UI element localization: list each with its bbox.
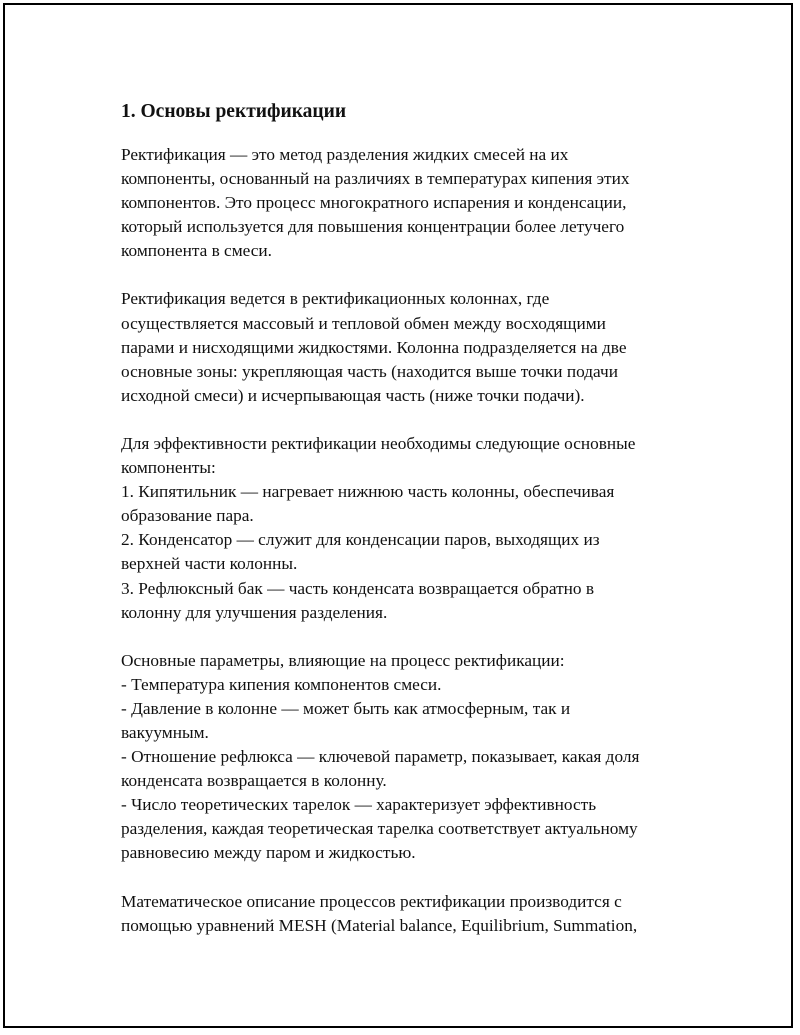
document-page	[3, 3, 793, 1028]
list-item: 1. Кипятильник — нагревает нижнюю часть колонны, обеспечивая	[121, 482, 615, 502]
text-line: помощью уравнений MESH (Material balance, Equilibrium, Summation,	[121, 915, 638, 935]
list-item: 2. Конденсатор — служит для конденсации паров, выходящих из	[121, 530, 600, 550]
text-line: компоненты:	[121, 458, 216, 478]
text-line: компонентов. Это процесс многократного испарения и конденсации,	[121, 193, 627, 213]
list-item: - Число теоретических тарелок — характеризует эффективность	[121, 795, 597, 815]
section-heading: 1. Основы ректификации	[121, 101, 347, 122]
text-line: разделения, каждая теоретическая тарелка соответствует актуальному	[121, 819, 638, 839]
text-line: компоненты, основанный на различиях в температурах кипения этих	[121, 169, 630, 189]
text-line: конденсата возвращается в колонну.	[121, 771, 387, 791]
list-item: - Отношение рефлюкса — ключевой параметр, показывает, какая доля	[121, 747, 640, 767]
text-line: основные зоны: укрепляющая часть (находится выше точки подачи	[121, 361, 618, 381]
text-line: компонента в смеси.	[121, 241, 272, 261]
text-line: исходной смеси) и исчерпывающая часть (ниже точки подачи).	[121, 385, 585, 405]
text-line: Для эффективности ректификации необходимы следующие основные	[121, 433, 636, 453]
text-line: парами и нисходящими жидкостями. Колонна подразделяется на две	[121, 337, 627, 357]
text-line: равновесию между паром и жидкостью.	[121, 843, 416, 863]
text-line: Основные параметры, влияющие на процесс ректификации:	[121, 650, 565, 670]
text-line: образование пара.	[121, 506, 254, 526]
text-line: колонну для улучшения разделения.	[121, 602, 388, 622]
text-line: Математическое описание процессов ректификации производится с	[121, 891, 622, 911]
list-item: - Давление в колонне — может быть как атмосферным, так и	[121, 698, 571, 718]
document-body	[121, 97, 691, 962]
paragraph-parameters	[121, 649, 691, 866]
text-line: верхней части колонны.	[121, 554, 298, 574]
list-item: - Температура кипения компонентов смеси.	[121, 674, 442, 694]
list-item: 3. Рефлюксный бак — часть конденсата возвращается обратно в	[121, 578, 594, 598]
paragraph-columns	[121, 287, 691, 407]
text-line: который используется для повышения концентрации более летучего	[121, 217, 625, 237]
text-line: Ректификация ведется в ректификационных колоннах, где	[121, 289, 550, 309]
text-line: Ректификация — это метод разделения жидких смесей на их	[121, 145, 569, 164]
text-line: вакуумным.	[121, 722, 209, 742]
paragraph-definition	[121, 143, 691, 263]
text-line: осуществляется массовый и тепловой обмен между восходящими	[121, 313, 606, 333]
paragraph-mesh	[121, 890, 691, 938]
paragraph-components	[121, 432, 691, 625]
